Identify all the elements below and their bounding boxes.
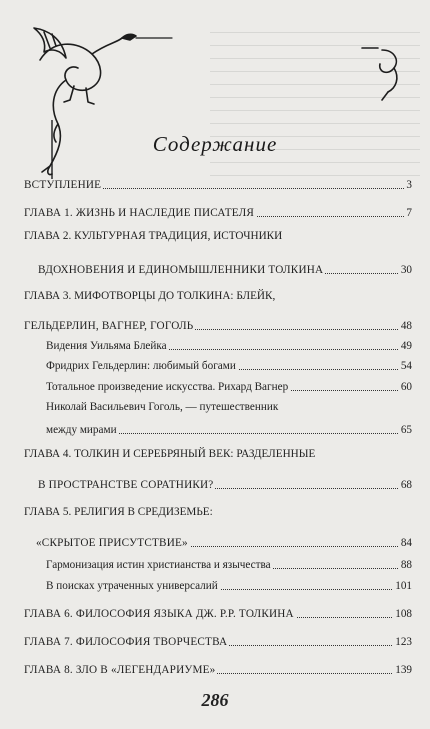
toc-entry-title: ГЛАВА 7. ФИЛОСОФИЯ ТВОРЧЕСТВА [24, 636, 228, 648]
toc-entry-title: Гармонизация истин христианства и язычества [46, 559, 271, 571]
toc-entry [38, 475, 412, 491]
toc-entry [24, 175, 412, 191]
page-number: 286 [201, 690, 229, 710]
toc-entry-page: 139 [395, 664, 412, 676]
toc-entry-page: 108 [395, 608, 412, 620]
toc-subentry [46, 356, 412, 372]
toc-entry [24, 604, 412, 620]
toc-entry-page: 48 [400, 320, 412, 332]
page-title: Содержание [152, 132, 278, 156]
toc-entry-title: ГЛАВА 8. ЗЛО В «ЛЕГЕНДАРИУМЕ» [24, 664, 216, 676]
toc-subentry [46, 377, 412, 393]
toc-entry-page: 123 [395, 636, 412, 648]
toc-entry-title: ГЛАВА 6. ФИЛОСОФИЯ ЯЗЫКА ДЖ. Р.Р. ТОЛКИНА [24, 608, 294, 620]
toc-entry-page: 65 [400, 424, 412, 436]
toc-entry-title: ВСТУПЛЕНИЕ [24, 179, 102, 191]
toc-entry [24, 632, 412, 648]
toc-entry-title-line: ГЛАВА 4. ТОЛКИН И СЕРЕБРЯНЫЙ ВЕК: РАЗДЕЛЕННЫЕ [24, 448, 316, 460]
toc-entry-title: ГЛАВА 1. ЖИЗНЬ И НАСЛЕДИЕ ПИСАТЕЛЯ [24, 207, 255, 219]
toc-entry-title: ВДОХНОВЕНИЯ И ЕДИНОМЫШЛЕННИКИ ТОЛКИНА [38, 264, 324, 276]
toc-entry-page: 7 [406, 207, 412, 219]
toc-entry-title: Видения Уильяма Блейка [46, 340, 167, 352]
toc-entry-title-line: ГЛАВА 2. КУЛЬТУРНАЯ ТРАДИЦИЯ, ИСТОЧНИКИ [24, 230, 283, 242]
toc-entry-page: 84 [400, 537, 412, 549]
toc-entry-title-line: Николай Васильевич Гоголь, — путешественник [46, 401, 279, 413]
toc-entry-title-line: ГЛАВА 5. РЕЛИГИЯ В СРЕДИЗЕМЬЕ: [24, 506, 213, 518]
toc-entry-title: ГЕЛЬДЕРЛИН, ВАГНЕР, ГОГОЛЬ [24, 320, 194, 332]
toc-subentry [46, 420, 412, 436]
toc-subentry [46, 576, 412, 592]
toc-entry-title: Фридрих Гельдерлин: любимый богами [46, 360, 236, 372]
toc-entry-title: В поисках утраченных универсалий [46, 580, 218, 592]
toc-entry [36, 533, 412, 549]
toc-entry [24, 316, 412, 332]
toc-entry-title: В ПРОСТРАНСТВЕ СОРАТНИКИ? [38, 479, 214, 491]
toc-entry-page: 60 [400, 381, 412, 393]
toc-subentry [46, 555, 412, 571]
toc-entry-title-line: ГЛАВА 3. МИФОТВОРЦЫ ДО ТОЛКИНА: БЛЕЙК, [24, 290, 276, 302]
toc-entry-page: 54 [400, 360, 412, 372]
toc-entry [24, 203, 412, 219]
toc-entry-title: между мирами [46, 424, 117, 436]
toc-entry-page: 30 [400, 264, 412, 276]
toc-entry [24, 660, 412, 676]
toc-entry-page: 3 [406, 179, 412, 191]
toc-entry-page: 88 [400, 559, 412, 571]
toc-entry [38, 260, 412, 276]
toc-entry-page: 49 [400, 340, 412, 352]
toc-entry-title: «СКРЫТОЕ ПРИСУТСТВИЕ» [36, 537, 188, 549]
toc-entry-page: 101 [395, 580, 412, 592]
toc-subentry [46, 336, 412, 352]
toc-entry-page: 68 [400, 479, 412, 491]
toc-entry-title: Тотальное произведение искусства. Рихард Вагнер [46, 381, 289, 393]
